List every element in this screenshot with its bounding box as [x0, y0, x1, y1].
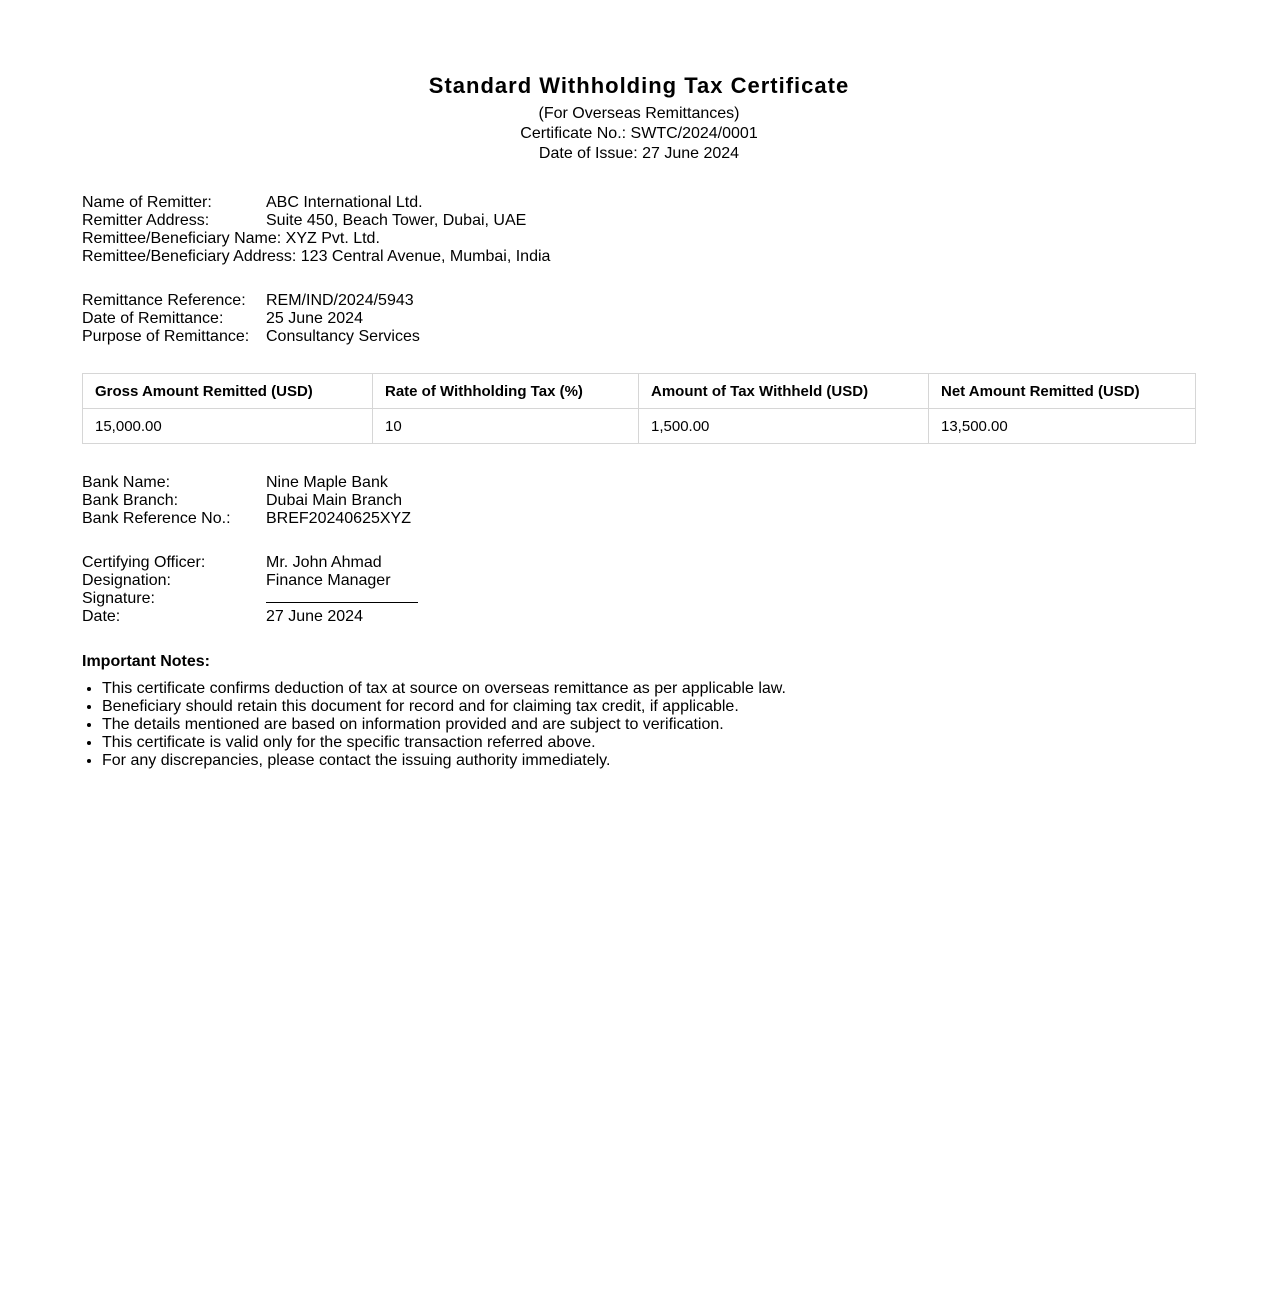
info-label: Remittee/Beneficiary Name:: [82, 230, 282, 247]
remitter-name-row: [82, 194, 1196, 212]
certification-section: [82, 554, 1196, 626]
info-label: Remittee/Beneficiary Address:: [82, 248, 297, 265]
amounts-table-wrapper: [82, 373, 1196, 444]
bank-section: [82, 474, 1196, 528]
info-value: Suite 450, Beach Tower, Dubai, UAE: [266, 212, 527, 229]
info-label: Bank Name:: [82, 474, 171, 491]
date-of-issue: Date of Issue: 27 June 2024: [538, 145, 740, 162]
info-value: ABC International Ltd.: [266, 194, 423, 211]
column-header: Gross Amount Remitted (USD): [83, 374, 373, 409]
list-item: • For any discrepancies, please contact the issuing authority immediately.: [102, 752, 1196, 770]
info-value: REM/IND/2024/5943: [266, 292, 414, 309]
info-label: Date of Remittance:: [82, 310, 224, 327]
list-item: • Beneficiary should retain this document for record and for claiming tax credit, if applicable.: [102, 698, 1196, 716]
info-value: 27 June 2024: [266, 608, 363, 625]
certificate-subtitle: (For Overseas Remittances): [538, 105, 740, 122]
info-label: Date:: [82, 608, 121, 625]
info-label: Purpose of Remittance:: [82, 328, 250, 345]
signature-line: [266, 593, 418, 603]
tax-rate-cell: 10: [373, 409, 639, 444]
list-item: • This certificate confirms deduction of tax at source on overseas remittance as per applicable law.: [102, 680, 1196, 698]
bank-reference-row: [82, 510, 1196, 528]
designation-row: [82, 572, 1196, 590]
beneficiary-name-row: [82, 230, 1196, 248]
beneficiary-address-row: [82, 248, 1196, 266]
list-item: • The details mentioned are based on information provided and are subject to verification.: [102, 716, 1196, 734]
notes-list: [82, 680, 1196, 770]
info-label: Bank Branch:: [82, 492, 179, 509]
remittance-section: [82, 292, 1196, 346]
bank-branch-row: [82, 492, 1196, 510]
remittance-date-row: [82, 310, 1196, 328]
info-label: Certifying Officer:: [82, 554, 206, 571]
signature-row: [82, 590, 1196, 608]
certifying-officer-row: [82, 554, 1196, 572]
tax-withheld-cell: 1,500.00: [639, 409, 929, 444]
info-value: 25 June 2024: [266, 310, 363, 327]
column-header: Amount of Tax Withheld (USD): [639, 374, 929, 409]
certification-date-row: [82, 608, 1196, 626]
info-label: Remitter Address:: [82, 212, 210, 229]
remitter-address-row: [82, 212, 1196, 230]
info-value: Mr. John Ahmad: [266, 554, 382, 571]
certificate-number: Certificate No.: SWTC/2024/0001: [520, 125, 758, 142]
info-value: BREF20240625XYZ: [266, 510, 411, 527]
parties-section: [82, 194, 1196, 266]
certificate-header: [82, 72, 1196, 164]
table-row: [83, 409, 1196, 444]
column-header: Rate of Withholding Tax (%): [373, 374, 639, 409]
info-label: Remittance Reference:: [82, 292, 246, 309]
notes-heading: Important Notes:: [82, 653, 210, 670]
remittance-purpose-row: [82, 328, 1196, 346]
certificate-title: Standard Withholding Tax Certificate: [428, 73, 850, 98]
info-label: Name of Remitter:: [82, 194, 212, 211]
gross-amount-cell: 15,000.00: [83, 409, 373, 444]
remittance-reference-row: [82, 292, 1196, 310]
info-value: 123 Central Avenue, Mumbai, India: [300, 248, 551, 265]
column-header: Net Amount Remitted (USD): [929, 374, 1196, 409]
info-value: Dubai Main Branch: [266, 492, 403, 509]
list-item: • This certificate is valid only for the specific transaction referred above.: [102, 734, 1196, 752]
net-amount-cell: 13,500.00: [929, 409, 1196, 444]
info-label: Designation:: [82, 572, 171, 589]
info-value: Consultancy Services: [266, 328, 420, 345]
certificate-page: [82, 72, 1196, 770]
info-value: Nine Maple Bank: [266, 474, 388, 491]
info-label: Bank Reference No.:: [82, 510, 231, 527]
bank-name-row: [82, 474, 1196, 492]
table-header-row: [83, 374, 1196, 409]
info-label: Signature:: [82, 590, 155, 607]
info-value: Finance Manager: [266, 572, 391, 589]
amounts-table: [82, 373, 1196, 444]
info-value: XYZ Pvt. Ltd.: [285, 230, 380, 247]
